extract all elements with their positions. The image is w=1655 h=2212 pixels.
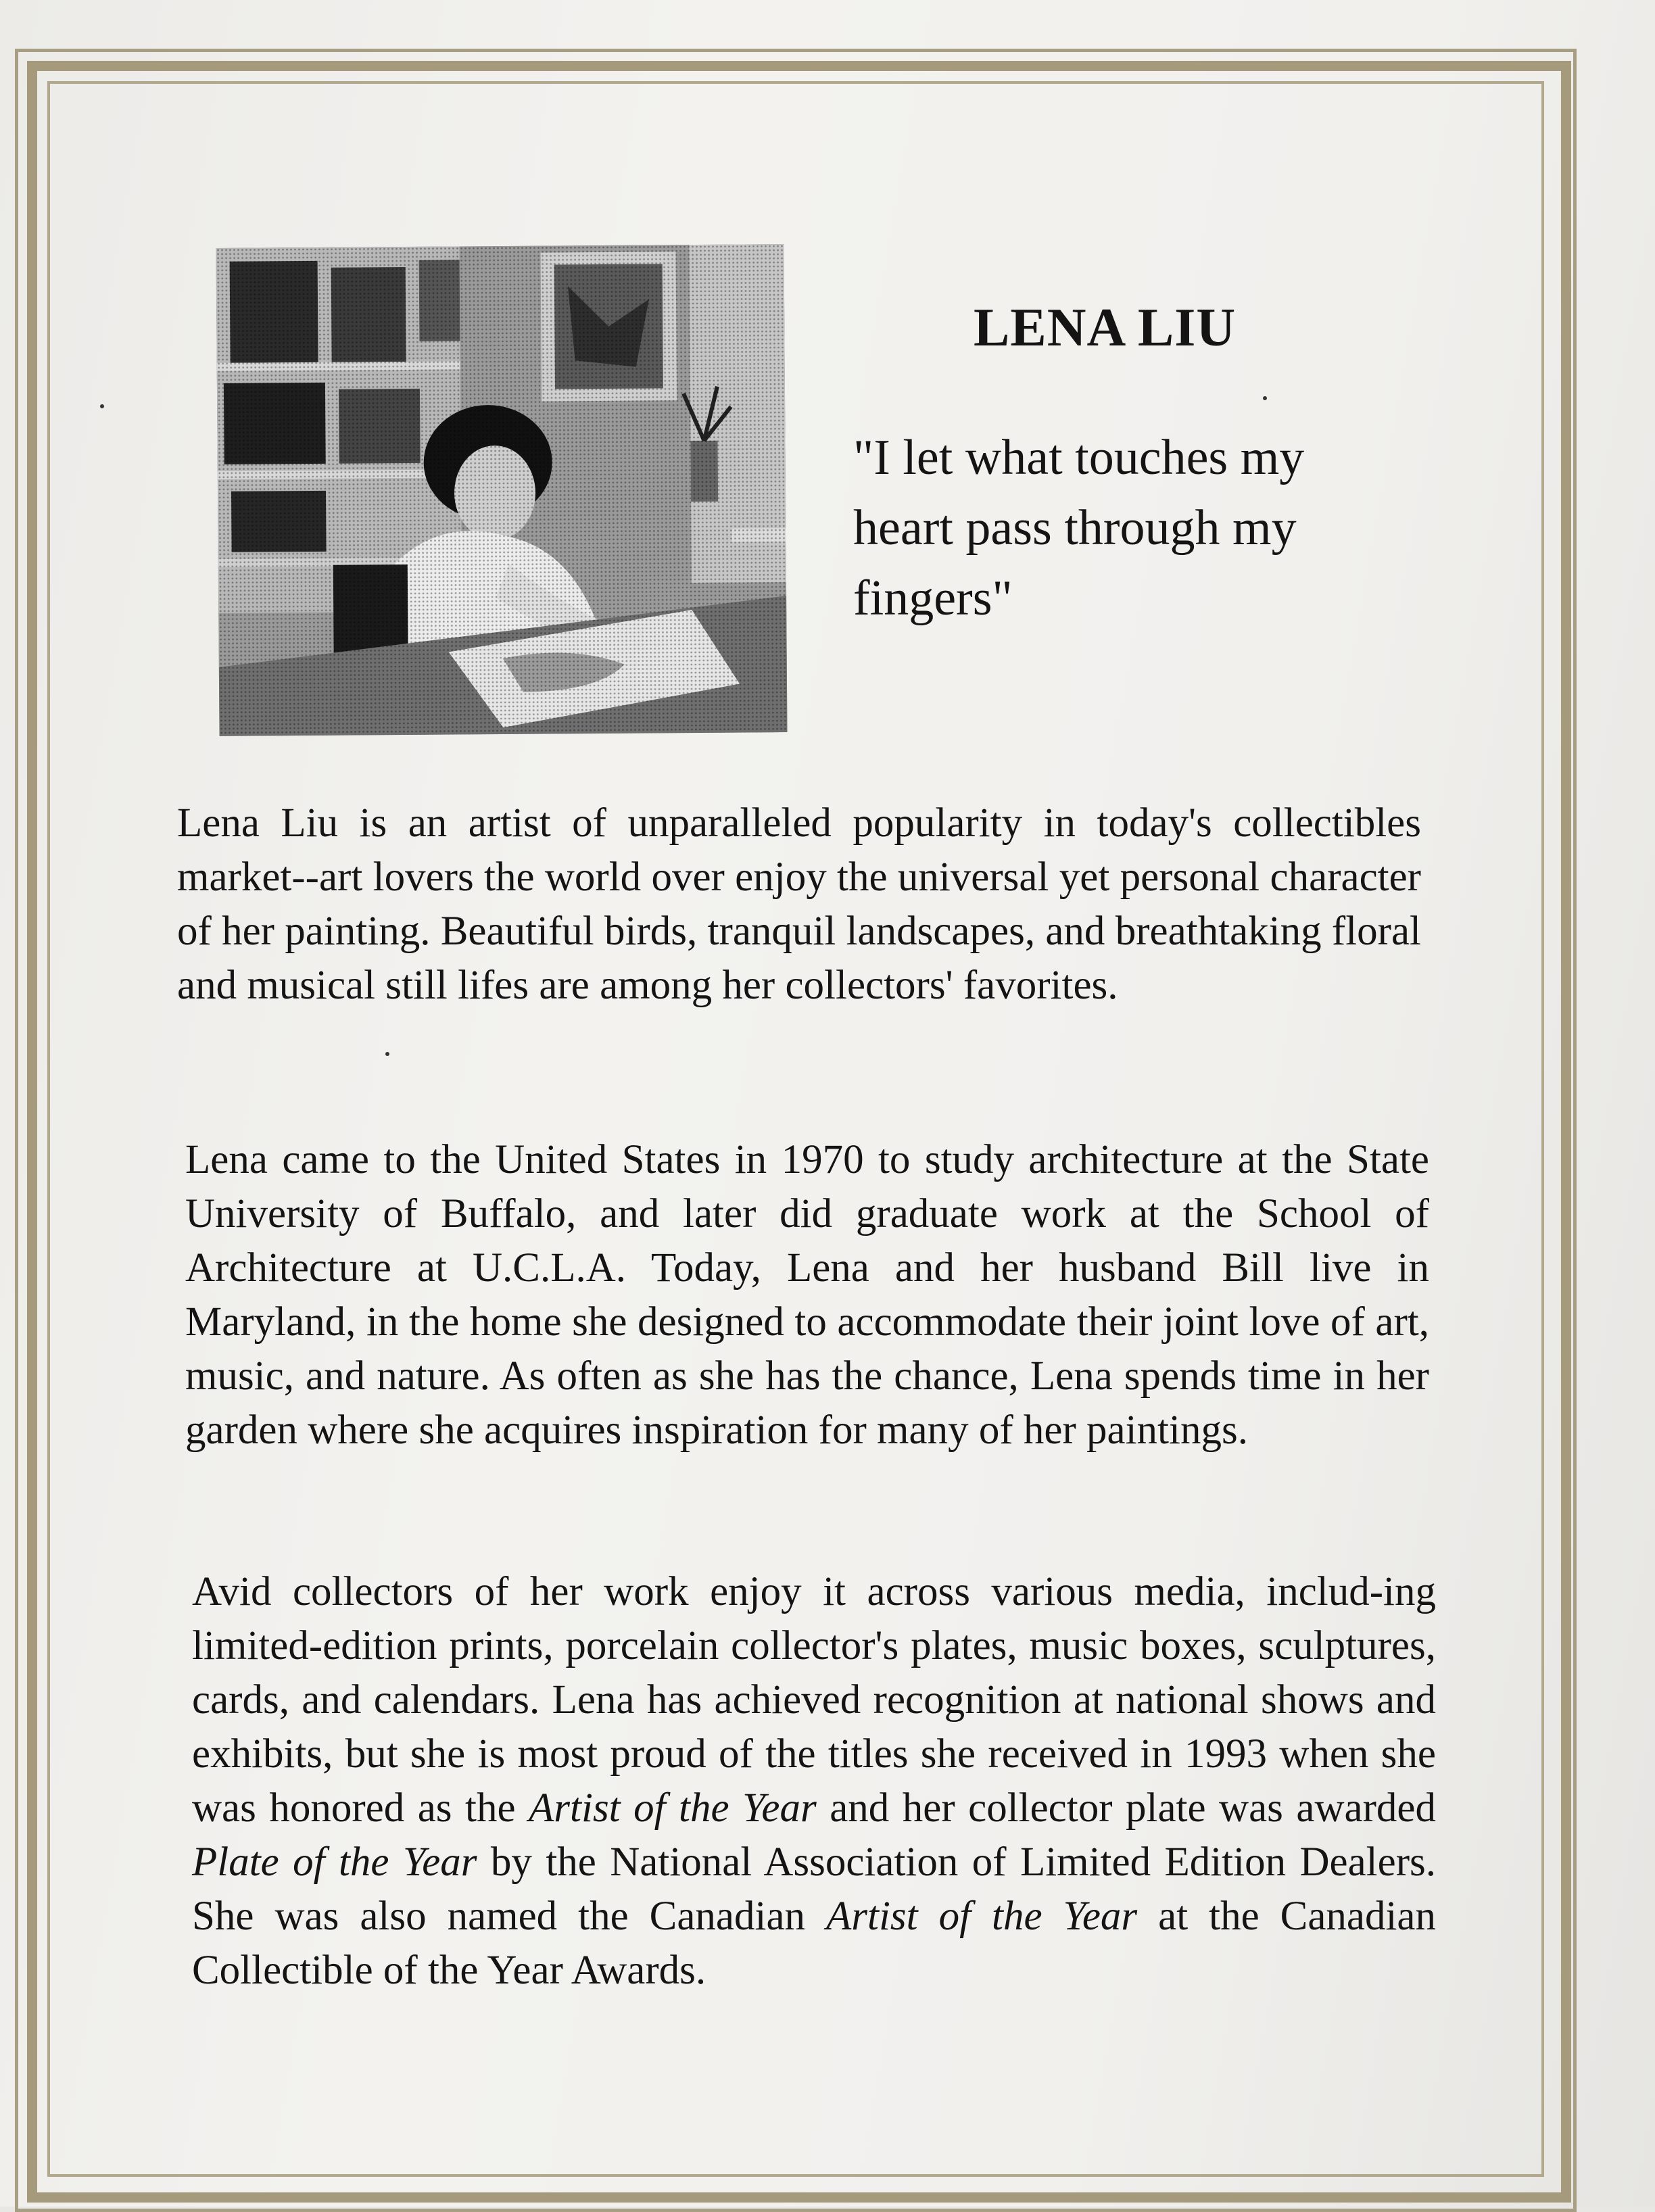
bio-paragraph-3	[192, 1565, 1436, 1998]
award-title-plate-of-the-year: Plate of the Year	[192, 1840, 477, 1885]
award-title-artist-of-the-year: Artist of the Year	[529, 1785, 817, 1831]
bio-text-segment: at the Canadian Collectible of the Year Awards.	[192, 1894, 1436, 1993]
bio-text-segment: Avid collectors of her work enjoy it across various media, includ-ing limited-edition prints, porcelain collector's plates, music boxes, sculptures, cards, and calendars. Lena has achieved recognition at national shows and exhibits, but she is most proud of the titles she received in 1993 when she was honored as the	[192, 1569, 1436, 1831]
bio-paragraph-1: Lena Liu is an artist of unparalleled popularity in today's collectibles market--art lovers the world over enjoy the universal yet personal character of her painting. Beautiful birds, tranquil landscapes, and breathtaking floral and musical still lifes are among her collectors' favorites.	[177, 800, 1421, 1008]
bio-text-segment: and her collector plate was awarded	[816, 1785, 1436, 1831]
artist-photo	[216, 244, 787, 736]
bio-text-segment: by the National Association of Limited Edition Dealers. She was also named the Canadian	[192, 1840, 1436, 1939]
paper-speck	[1263, 396, 1267, 400]
artist-at-drawing-table-photo	[216, 244, 787, 736]
bio-paragraph-2: Lena came to the United States in 1970 to study architecture at the State University of Buffalo, and later did graduate work at the School of Architecture at U.C.L.A. Today, Lena and her husband Bill live in Maryland, in the home she designed to accommodate their joint love of art, music, and nature. As often as she has the chance, Lena spends time in her garden where she acquires inspiration for many of her paintings.	[185, 1137, 1429, 1453]
paper-speck	[100, 404, 104, 408]
award-title-canadian-artist-of-the-year: Artist of the Year	[826, 1894, 1138, 1939]
paper-speck	[385, 1052, 389, 1056]
artist-quote: "I let what touches my heart pass through my fingers"	[853, 430, 1305, 626]
page-title: LENA LIU	[974, 298, 1237, 358]
